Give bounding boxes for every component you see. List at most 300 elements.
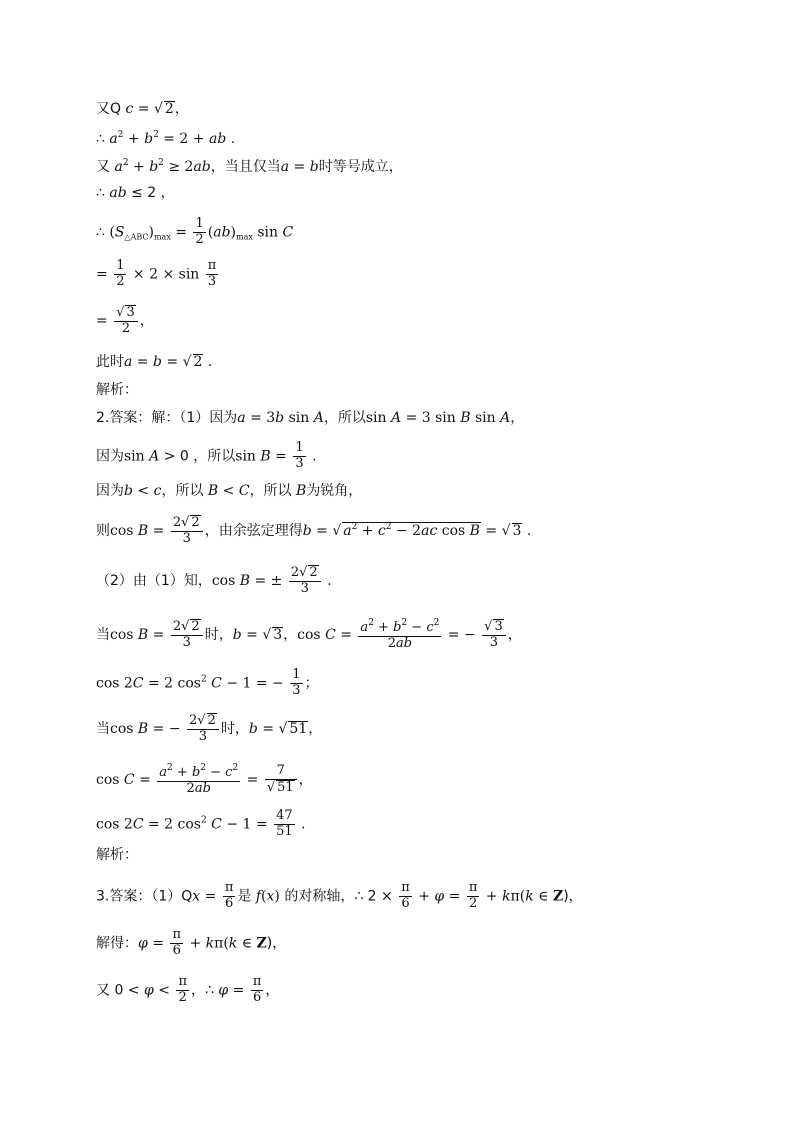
- var: B: [137, 522, 149, 539]
- fraction: [176, 975, 189, 1006]
- text: 时等号成立，: [318, 159, 403, 175]
- var: B: [460, 410, 471, 426]
- op: −: [407, 620, 427, 635]
- coef: 2: [290, 565, 300, 580]
- denominator: 2: [116, 273, 125, 289]
- var: a: [124, 354, 133, 370]
- var: b: [144, 131, 154, 147]
- radicand: 2: [207, 713, 216, 728]
- text: 时，: [204, 626, 233, 643]
- op: =: [170, 224, 192, 241]
- func: cos: [110, 720, 138, 737]
- denominator: 2: [121, 320, 131, 336]
- subscript: max: [153, 232, 171, 242]
- fraction: [290, 668, 302, 699]
- op: +: [481, 888, 503, 905]
- denominator: 51: [276, 823, 293, 839]
- var: C: [123, 771, 135, 788]
- section-label: 解析：: [96, 382, 138, 398]
- sqrt-icon: √: [278, 720, 288, 737]
- numerator: 7: [265, 764, 297, 780]
- punct: ，: [507, 626, 522, 643]
- fraction: [114, 259, 126, 290]
- paren: (: [207, 224, 214, 241]
- sqrt-icon: √: [181, 515, 190, 530]
- var: a: [237, 410, 246, 426]
- numerator: [114, 305, 138, 322]
- var: x: [266, 888, 275, 905]
- denominator: [265, 780, 297, 796]
- op: =: [480, 522, 502, 539]
- because-symbol: Q: [110, 101, 122, 117]
- var: C: [132, 816, 144, 833]
- exp: 2: [232, 763, 239, 773]
- var: ab: [193, 159, 211, 175]
- line-8: [96, 354, 212, 370]
- text: 当: [96, 626, 110, 643]
- func: = 2 cos: [143, 816, 201, 833]
- denominator: 2: [195, 231, 204, 247]
- op: <: [153, 982, 175, 999]
- func: = 2 cos: [143, 675, 201, 692]
- subscript: max: [236, 232, 253, 242]
- text: 因为: [96, 448, 124, 465]
- op: =: [311, 522, 333, 539]
- denominator: 3: [295, 455, 304, 471]
- punct: ，: [139, 312, 154, 329]
- radicand: [342, 522, 481, 539]
- var: b: [248, 720, 258, 737]
- op: =: [241, 626, 263, 643]
- numerator: [157, 763, 240, 782]
- op: =: [270, 448, 292, 465]
- op: =: [257, 720, 279, 737]
- denominator: 6: [172, 942, 181, 958]
- denominator: 3: [182, 634, 191, 650]
- op: <: [132, 483, 154, 499]
- func: π(: [214, 935, 229, 952]
- sqrt-icon: √: [181, 619, 190, 634]
- var: c: [153, 483, 162, 499]
- op: +: [357, 522, 378, 539]
- punct: .: [203, 354, 213, 370]
- exp: 2: [433, 618, 440, 628]
- text: 当: [96, 720, 110, 737]
- numerator: [187, 713, 219, 730]
- var: ab: [194, 780, 211, 796]
- line-23: [96, 975, 279, 1006]
- op: × 2 × sin: [128, 266, 204, 283]
- punct: .: [307, 448, 317, 465]
- denominator: 3: [489, 634, 499, 650]
- line-11: [96, 441, 317, 472]
- var: a: [280, 159, 290, 175]
- radicand: 3: [126, 305, 135, 320]
- text: 此时: [96, 354, 124, 370]
- var: c: [377, 522, 386, 539]
- var: k: [228, 935, 238, 952]
- var: B: [239, 572, 251, 589]
- radicand: 3: [273, 626, 283, 643]
- var: c: [125, 101, 134, 117]
- line-4: [96, 186, 175, 200]
- numerator: π: [172, 927, 181, 942]
- text: > 0 ，所以: [159, 448, 236, 465]
- line-10: [96, 411, 524, 425]
- op: =: [134, 771, 156, 788]
- var: B: [137, 626, 149, 643]
- func: sin: [470, 410, 501, 426]
- fraction: [193, 217, 205, 248]
- denominator: 3: [182, 530, 191, 546]
- punct: ，: [308, 720, 323, 737]
- denominator: [157, 782, 240, 797]
- fraction: [358, 618, 441, 652]
- sqrt-icon: √: [501, 522, 511, 539]
- func: cos: [211, 572, 240, 589]
- text: 又 0 <: [96, 982, 144, 999]
- line-17: [96, 713, 322, 745]
- denominator: 6: [252, 989, 262, 1005]
- func: cos 2: [96, 816, 133, 833]
- func: cos: [96, 771, 124, 788]
- text: ，当且仅当: [210, 159, 281, 175]
- op: =: [132, 354, 153, 370]
- line-21: [96, 881, 583, 912]
- line-13: [96, 515, 531, 547]
- var: φ: [144, 982, 154, 999]
- fraction: [157, 763, 240, 797]
- numerator: 1: [292, 667, 301, 682]
- radicand: 3: [494, 619, 503, 634]
- var: b: [232, 626, 242, 643]
- exp: 2: [200, 674, 207, 685]
- exp: 2: [368, 618, 374, 628]
- op: <: [218, 483, 239, 499]
- var: a: [360, 620, 369, 635]
- coef: 2: [387, 635, 396, 651]
- var: f: [255, 888, 262, 905]
- paren: ): [230, 224, 237, 241]
- var: C: [282, 224, 294, 241]
- fraction: [289, 565, 321, 597]
- radicand: 51: [289, 720, 308, 737]
- punct: .: [322, 572, 332, 589]
- punct: ，: [510, 410, 525, 426]
- fraction: [482, 619, 506, 651]
- section-label: 解析：: [96, 847, 138, 863]
- coef: 2: [172, 619, 182, 634]
- var: a: [159, 765, 168, 780]
- punct: ，: [265, 982, 280, 999]
- punct: ，: [298, 771, 313, 788]
- sqrt-icon: √: [116, 305, 125, 320]
- fraction: [467, 881, 480, 912]
- op: = −: [443, 626, 481, 643]
- var: B: [296, 483, 307, 499]
- func: cos: [110, 626, 138, 643]
- var: c: [426, 620, 434, 635]
- line-2: [96, 131, 235, 146]
- integer-set: Z: [256, 935, 267, 952]
- denominator: 3: [198, 728, 208, 744]
- therefore-symbol: ∴: [96, 131, 110, 147]
- op: =: [228, 982, 249, 999]
- text: 又: [96, 101, 110, 117]
- text: 为锐角，: [306, 483, 363, 499]
- sqrt-icon: √: [299, 565, 308, 580]
- fraction: [170, 928, 183, 959]
- line-3: [96, 159, 403, 174]
- radicand: 2: [309, 565, 318, 580]
- paren: ): [148, 224, 154, 241]
- paren: (: [261, 888, 267, 905]
- var: b: [309, 159, 319, 175]
- op: ≥ 2: [163, 159, 194, 175]
- fraction: [187, 713, 219, 745]
- numerator: π: [468, 880, 478, 895]
- var: A: [149, 448, 160, 465]
- op: =: [96, 266, 113, 283]
- denominator: 3: [300, 580, 309, 596]
- func: sin: [252, 224, 283, 241]
- text: （2）由（1）知，: [96, 572, 212, 589]
- fraction: [171, 515, 203, 547]
- fraction: [399, 881, 412, 912]
- text: ，所以: [323, 410, 366, 426]
- var: ab: [208, 131, 227, 147]
- op: −: [206, 765, 226, 780]
- var: b: [191, 765, 201, 780]
- sqrt-icon: √: [332, 522, 342, 539]
- op: ≤ 2 ，: [126, 185, 175, 201]
- radicand: 3: [512, 522, 522, 539]
- op: =: [242, 771, 263, 788]
- var: A: [500, 410, 511, 426]
- var: φ: [138, 935, 148, 952]
- numerator: π: [224, 880, 234, 895]
- punct: .: [522, 522, 532, 539]
- var: φ: [218, 982, 229, 999]
- text: 解得：: [96, 935, 138, 952]
- text: 又: [96, 159, 115, 175]
- var: C: [132, 675, 144, 692]
- punct: .: [226, 131, 236, 147]
- func: cos: [297, 626, 326, 643]
- text: ，所以: [249, 483, 297, 499]
- op: +: [128, 159, 150, 175]
- denominator: 3: [207, 273, 217, 289]
- op: =: [148, 522, 169, 539]
- text: 2.答案：解：（1）因为: [96, 410, 238, 426]
- func: cos 2: [96, 675, 133, 692]
- denominator: 6: [401, 895, 410, 911]
- var: C: [211, 816, 222, 833]
- text: ，所以: [161, 483, 208, 499]
- numerator: [358, 618, 441, 637]
- denominator: 3: [292, 682, 301, 698]
- op: =: [147, 935, 169, 952]
- numerator: 1: [195, 216, 204, 231]
- punct: )，: [266, 935, 287, 952]
- punct: .: [296, 816, 306, 833]
- radicand: 2: [193, 354, 203, 370]
- op: =: [133, 101, 154, 117]
- var: C: [211, 675, 222, 692]
- radicand: 2: [191, 515, 200, 530]
- therefore-symbol: ∴ (: [96, 224, 115, 241]
- denominator: 6: [224, 895, 234, 911]
- fraction: [265, 764, 297, 796]
- op: = 3: [245, 410, 276, 426]
- exp: 2: [385, 521, 392, 532]
- fraction: [206, 259, 219, 290]
- line-14: [96, 565, 332, 597]
- op: +: [413, 888, 435, 905]
- exp: 2: [200, 815, 207, 826]
- fraction: [251, 975, 264, 1006]
- numerator: [289, 565, 321, 582]
- line-6: [96, 259, 220, 290]
- punct: ，: [283, 626, 298, 643]
- text: 3.答案：（1）: [96, 888, 182, 905]
- text: 则: [96, 522, 110, 539]
- op: +: [373, 620, 394, 635]
- var: b: [393, 620, 402, 635]
- punct: ，: [174, 101, 189, 117]
- var: ab: [109, 185, 127, 201]
- paren: ): [274, 888, 280, 905]
- line-16: [96, 668, 319, 699]
- text: 是: [237, 888, 256, 905]
- op: − 1 =: [221, 816, 273, 833]
- var: b: [302, 522, 312, 539]
- sqrt-icon: √: [262, 626, 272, 643]
- integer-set: Z: [552, 888, 564, 905]
- punct: )，: [563, 888, 583, 905]
- coef: 2: [172, 515, 182, 530]
- coef: 2: [189, 713, 198, 728]
- op: ∈: [533, 888, 553, 905]
- var: ac: [421, 522, 438, 539]
- radicand: 2: [164, 101, 174, 117]
- op: =: [289, 159, 310, 175]
- var: A: [313, 410, 324, 426]
- radicand: 51: [277, 779, 294, 795]
- var: B: [260, 448, 271, 465]
- numerator: [482, 619, 506, 636]
- numerator: 47: [276, 808, 293, 823]
- op: =: [161, 354, 183, 370]
- var: ab: [213, 224, 231, 241]
- sqrt-icon: √: [484, 619, 493, 634]
- var: b: [153, 354, 162, 370]
- var: φ: [434, 888, 445, 905]
- var: a: [114, 159, 123, 175]
- numerator: [171, 619, 203, 636]
- var: k: [205, 935, 215, 952]
- subscript: △ABC: [124, 232, 149, 242]
- sqrt-icon: √: [153, 101, 163, 117]
- var: S: [114, 224, 125, 241]
- exp: 2: [200, 763, 206, 773]
- func: π(: [510, 888, 526, 905]
- op: +: [172, 765, 192, 780]
- exp: 2: [401, 618, 408, 628]
- denominator: 2: [469, 895, 478, 911]
- var: C: [325, 626, 336, 643]
- var: a: [343, 522, 352, 539]
- line-1: [96, 101, 189, 117]
- var: A: [391, 410, 402, 426]
- var: b: [124, 483, 133, 499]
- numerator: π: [401, 880, 410, 895]
- op: =: [335, 626, 357, 643]
- func: sin: [235, 448, 261, 465]
- op: +: [185, 935, 206, 952]
- func: cos: [110, 522, 138, 539]
- line-18: [96, 763, 313, 797]
- fraction: [171, 619, 203, 651]
- func: sin: [365, 410, 391, 426]
- coef: 2: [186, 780, 195, 796]
- line-15: [96, 618, 522, 652]
- text: 的对称轴，∴ 2 ×: [279, 888, 398, 905]
- denominator: 2: [178, 989, 187, 1005]
- numerator: 1: [116, 258, 125, 273]
- var: b: [149, 159, 159, 175]
- exp: 2: [122, 158, 129, 168]
- fraction: [274, 809, 295, 840]
- text: ，∴: [191, 982, 219, 999]
- op: = 3 sin: [401, 410, 461, 426]
- sqrt-icon: √: [197, 713, 206, 728]
- text: 时，: [220, 720, 249, 737]
- line-19: [96, 809, 306, 840]
- exp: 2: [351, 521, 358, 532]
- var: b: [275, 410, 285, 426]
- var: k: [525, 888, 534, 905]
- var: B: [469, 522, 480, 539]
- exp: 2: [153, 130, 159, 140]
- numerator: π: [178, 974, 187, 989]
- numerator: π: [207, 258, 217, 273]
- fraction: [114, 305, 138, 337]
- var: B: [207, 483, 219, 499]
- exp: 2: [117, 130, 124, 140]
- func: sin: [284, 410, 314, 426]
- line-5: [96, 217, 293, 248]
- line-7: [96, 305, 154, 337]
- op: = ±: [250, 572, 287, 589]
- therefore-symbol: ∴: [96, 185, 110, 201]
- var: k: [502, 888, 511, 905]
- exp: 2: [158, 158, 164, 168]
- sqrt-icon: √: [182, 354, 192, 370]
- text: 因为: [96, 483, 124, 499]
- line-22: [96, 928, 286, 959]
- op: − 2: [391, 522, 422, 539]
- op: =: [148, 626, 169, 643]
- denominator: [358, 637, 441, 652]
- op: ∈: [237, 935, 257, 952]
- text: ，由余弦定理得: [204, 522, 303, 539]
- op: − 1 = −: [221, 675, 289, 692]
- op: = −: [148, 720, 186, 737]
- punct: ；: [304, 675, 319, 692]
- op: +: [123, 131, 145, 147]
- op: =: [200, 888, 221, 905]
